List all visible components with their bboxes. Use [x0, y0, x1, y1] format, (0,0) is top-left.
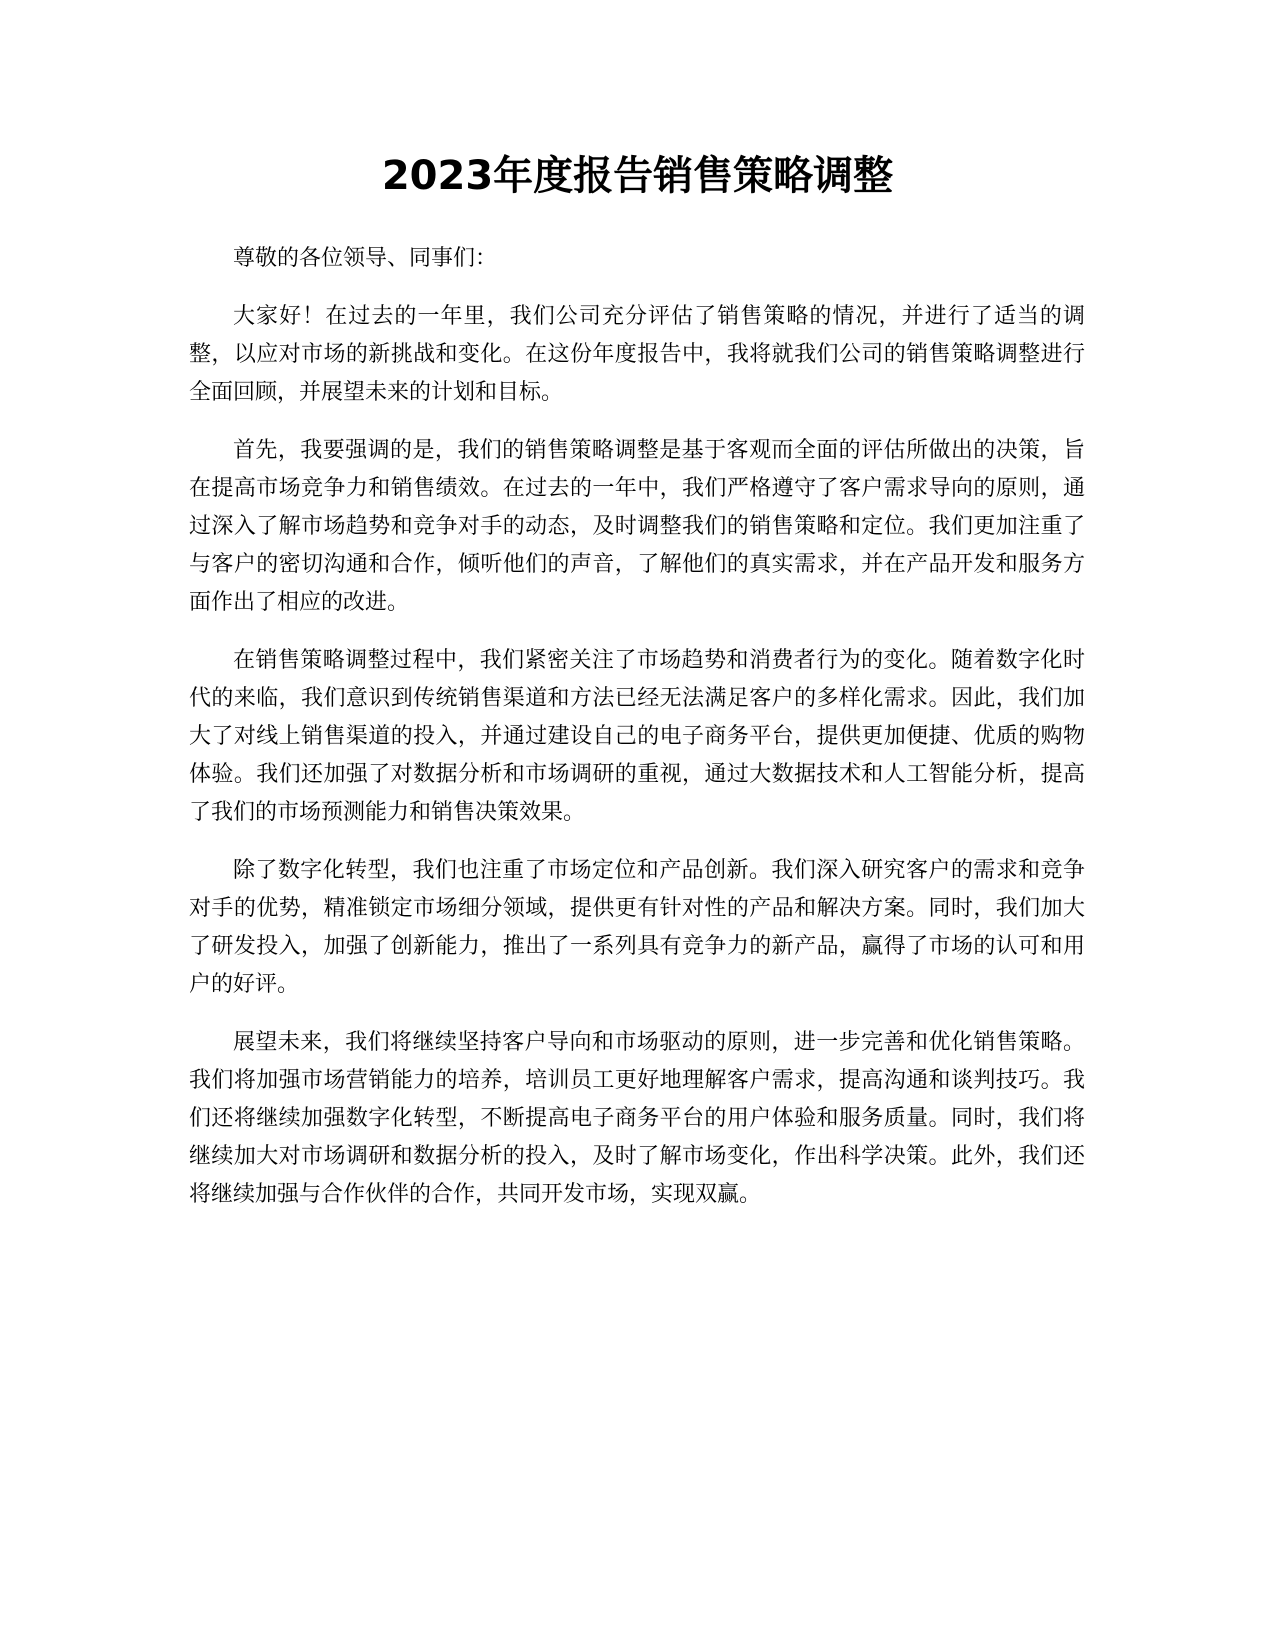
- salutation: 尊敬的各位领导、同事们：: [233, 246, 498, 271]
- document-title: 2023年度报告销售策略调整: [381, 153, 894, 199]
- paragraph-innovation: 除了数字化转型，我们也注重了市场定位和产品创新。我们深入研究客户的需求和竞争对手的优势，精准锁定市场细分领域，提供更有针对性的产品和解决方案。同时，我们加大了研发投入，加强了创新能力，推出了一系列具有竞争力的新产品，赢得了市场的认可和用户的好评。: [189, 858, 1085, 997]
- paragraph-digital: 在销售策略调整过程中，我们紧密关注了市场趋势和消费者行为的变化。随着数字化时代的来临，我们意识到传统销售渠道和方法已经无法满足客户的多样化需求。因此，我们加大了对线上销售渠道的投入，并通过建设自己的电子商务平台，提供更加便捷、优质的购物体验。我们还加强了对数据分析和市场调研的重视，通过大数据技术和人工智能分析，提高了我们的市场预测能力和销售决策效果。: [189, 648, 1085, 825]
- paragraph-outlook: 展望未来，我们将继续坚持客户导向和市场驱动的原则，进一步完善和优化销售策略。我们将加强市场营销能力的培养，培训员工更好地理解客户需求，提高沟通和谈判技巧。我们还将继续加强数字化转型，不断提高电子商务平台的用户体验和服务质量。同时，我们将继续加大对市场调研和数据分析的投入，及时了解市场变化，作出科学决策。此外，我们还将继续加强与合作伙伴的合作，共同开发市场，实现双赢。: [189, 1030, 1085, 1207]
- paragraph-intro: 大家好！在过去的一年里，我们公司充分评估了销售策略的情况，并进行了适当的调整，以应对市场的新挑战和变化。在这份年度报告中，我将就我们公司的销售策略调整进行全面回顾，并展望未来的计划和目标。: [189, 304, 1085, 405]
- paragraph-first: 首先，我要强调的是，我们的销售策略调整是基于客观而全面的评估所做出的决策，旨在提高市场竞争力和销售绩效。在过去的一年中，我们严格遵守了客户需求导向的原则，通过深入了解市场趋势和竞争对手的动态，及时调整我们的销售策略和定位。我们更加注重了与客户的密切沟通和合作，倾听他们的声音，了解他们的真实需求，并在产品开发和服务方面作出了相应的改进。: [189, 438, 1085, 615]
- document-body: [189, 240, 1085, 1234]
